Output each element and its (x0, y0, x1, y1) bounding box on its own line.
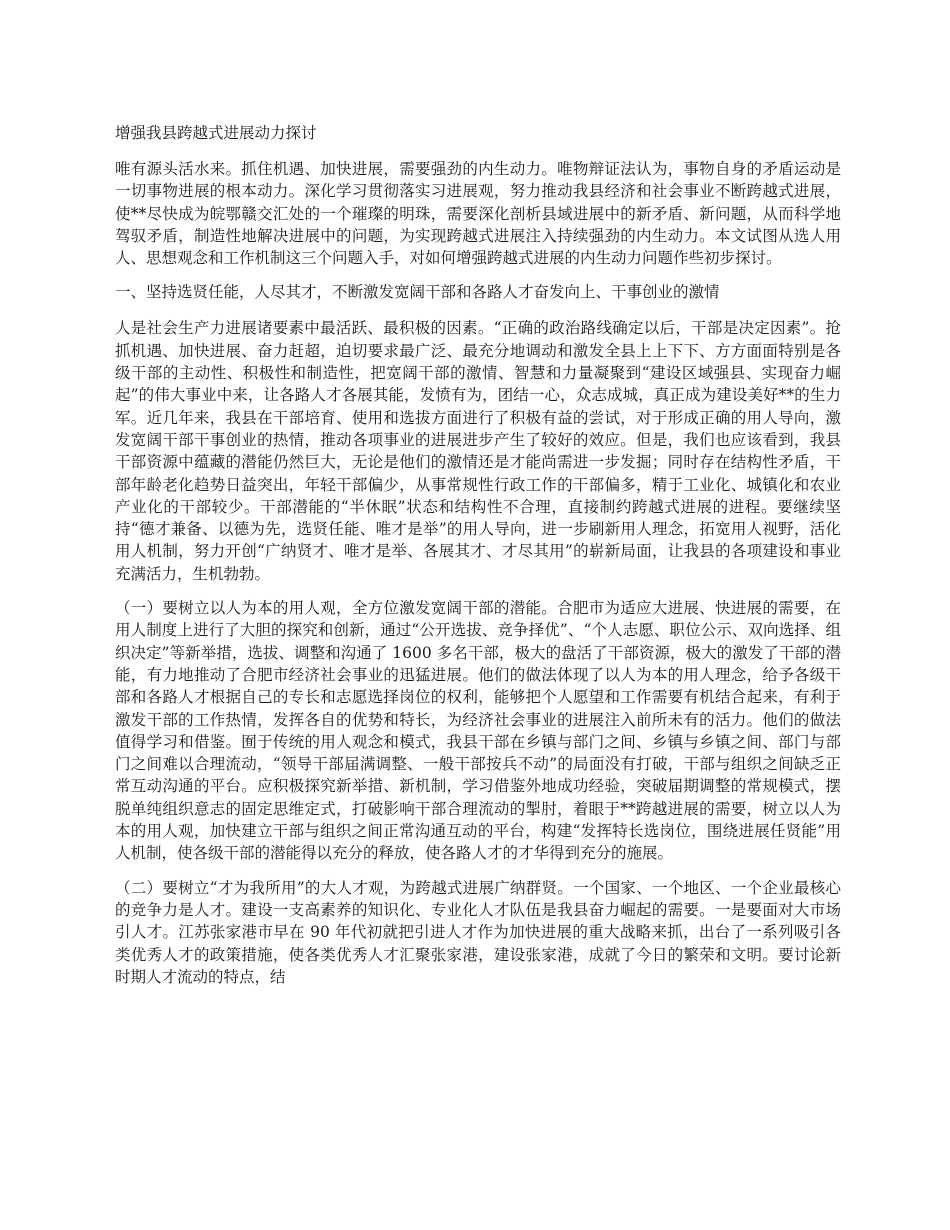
document-page (115, 122, 841, 1000)
section-1-paragraph: 人是社会生产力进展诸要素中最活跃、最积极的因素。“正确的政治路线确定以后，干部是决定因素”。抢抓机遇、加快进展、奋力赶超，迫切要求最广泛、最充分地调动和激发全县上上下下、方方面面特别是各级干部的主动性、积极性和制造性，把宽阔干部的激情、智慧和力量凝聚到“建设区域强县、实现奋力崛起”的伟大事业中来，让各路人才各展其能，发愤有为，团结一心，众志成城，真正成为建设美好**的生力军。近几年来，我县在干部培育、使用和选拔方面进行了积极有益的尝试，对于形成正确的用人导向，激发宽阔干部干事创业的热情，推动各项事业的进展进步产生了较好的效应。但是，我们也应该看到，我县干部资源中蕴藏的潜能仍然巨大，无论是他们的激情还是才能尚需进一步发掘；同时存在结构性矛盾，干部年龄老化趋势日益突出，年轻干部偏少，从事常规性行政工作的干部偏多，精于工业化、城镇化和农业产业化的干部较少。干部潜能的“半休眠”状态和结构性不合理，直接制约跨越式进展的进程。要继续坚持“德才兼备、以德为先，选贤任能、唯才是举”的用人导向，进一步刷新用人理念，拓宽用人视野，活化用人机制，努力开创“广纳贤才、唯才是举、各展其才、才尽其用”的崭新局面，让我县的各项建设和事业充满活力，生机勃勃。 (115, 319, 841, 583)
document-title: 增强我县跨越式进展动力探讨 (115, 124, 317, 142)
subsection-2-paragraph: （二）要树立“才为我所用”的大人才观，为跨越式进展广纳群贤。一个国家、一个地区、一个企业最核心的竞争力是人才。建设一支高素养的知识化、专业化人才队伍是我县奋力崛起的需要。一是要面对大市场引人才。江苏张家港市早在 90 年代初就把引进人才作为加快进展的重大战略来抓，出台了一系列吸引各类优秀人才的政策措施，使各类优秀人才汇聚张家港，建设张家港，成就了今日的繁荣和文明。要讨论新时期人才流动的特点，结 (115, 878, 841, 986)
intro-paragraph: 唯有源头活水来。抓住机遇、加快进展，需要强劲的内生动力。唯物辩证法认为，事物自身的矛盾运动是一切事物进展的根本动力。深化学习贯彻落实习进展观，努力推动我县经济和社会事业不断跨越式进展，使**尽快成为皖鄂赣交汇处的一个璀璨的明珠，需要深化剖析县域进展中的新矛盾、新问题，从而科学地驾驭矛盾，制造性地解决进展中的问题，为实现跨越式进展注入持续强劲的内生动力。本文试图从选人用人、思想观念和工作机制这三个问题入手，对如何增强跨越式进展的内生动力问题作些初步探讨。 (115, 160, 841, 268)
section-1-heading: 一、坚持选贤任能，人尽其才，不断激发宽阔干部和各路人才奋发向上、干事创业的激情 (115, 283, 720, 302)
subsection-1-paragraph: （一）要树立以人为本的用人观，全方位激发宽阔干部的潜能。合肥市为适应大进展、快进展的需要，在用人制度上进行了大胆的探究和创新，通过“公开选拔、竞争择优”、“个人志愿、职位公示、双向选择、组织决定”等新举措，选拔、调整和沟通了 1600 多名干部，极大的盘活了干部资源，极大的激发了干部的潜能，有力地推动了合肥市经济社会事业的迅猛进展。他们的做法体现了以人为本的用人理念，给予各级干部和各路人才根据自己的专长和志愿选择岗位的权利，能够把个人愿望和工作需要有机结合起来，有利于激发干部的工作热情，发挥各自的优势和特长，为经济社会事业的进展注入前所未有的活力。他们的做法值得学习和借鉴。囿于传统的用人观念和模式，我县干部在乡镇与部门之间、乡镇与乡镇之间、部门与部门之间难以合理流动，“领导干部届满调整、一般干部按兵不动”的局面没有打破，干部与组织之间缺乏正常互动沟通的平台。应积极探究新举措、新机制，学习借鉴外地成功经验，突破届期调整的常规模式，摆脱单纯组织意志的固定思维定式，打破影响干部合理流动的掣肘，着眼于**跨越进展的需要，树立以人为本的用人观，加快建立干部与组织之间正常沟通互动的平台，构建“发挥特长选岗位，围绕进展任贤能”用人机制，使各级干部的潜能得以充分的释放，使各路人才的才华得到充分的施展。 (115, 599, 841, 863)
